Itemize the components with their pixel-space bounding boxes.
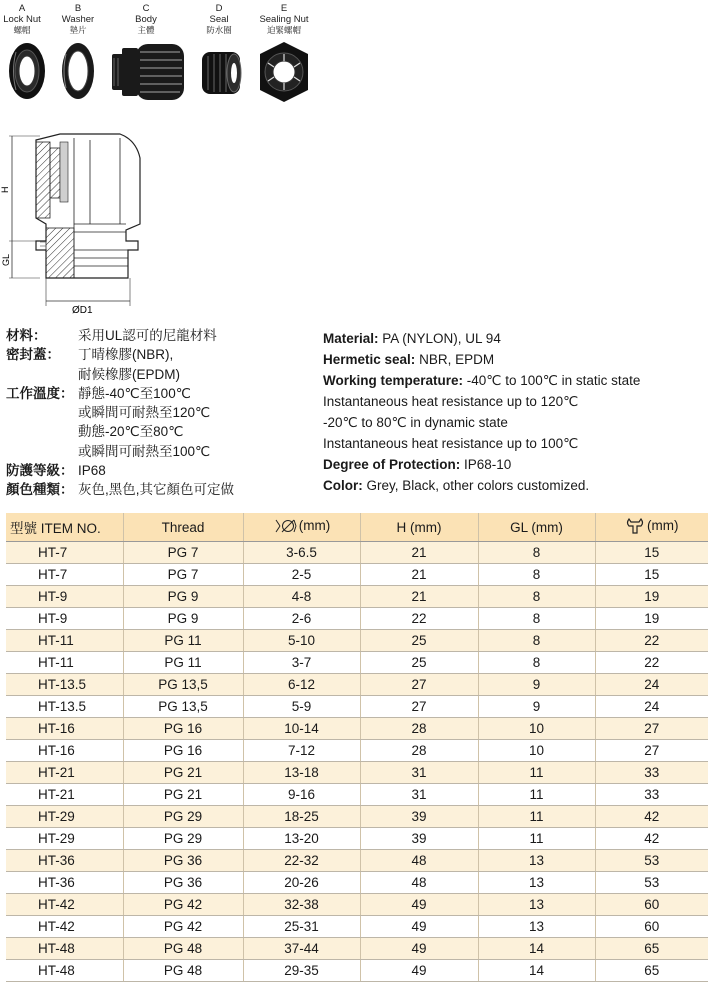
cell-gl: 8	[478, 608, 595, 630]
part-name: Washer	[61, 13, 95, 25]
spec-zh-value	[78, 384, 306, 461]
spec-zh-row	[6, 461, 306, 480]
table-row	[6, 916, 708, 938]
seal-icon	[200, 48, 244, 98]
cell-wrench-size: 33	[595, 784, 708, 806]
cell-item-no: HT-7	[6, 564, 123, 586]
cell-h: 49	[360, 894, 478, 916]
spec-zh-row	[6, 480, 306, 499]
cell-item-no: HT-48	[6, 960, 123, 982]
table-row	[6, 718, 708, 740]
cell-thread: PG 7	[123, 542, 243, 564]
cell-gl: 8	[478, 652, 595, 674]
spec-en-line	[323, 328, 713, 349]
cell-wrench-size: 27	[595, 718, 708, 740]
cell-gl: 13	[478, 916, 595, 938]
cell-gl: 8	[478, 630, 595, 652]
table-row	[6, 784, 708, 806]
header-gl: GL (mm)	[478, 513, 595, 542]
cell-h: 28	[360, 740, 478, 762]
cell-h: 49	[360, 938, 478, 960]
cell-thread: PG 48	[123, 960, 243, 982]
cell-cable-range: 25-31	[243, 916, 360, 938]
spec-en-line	[323, 391, 713, 412]
part-name: Body	[135, 13, 157, 25]
spec-zh-value	[78, 480, 306, 499]
table-body	[6, 542, 708, 982]
spec-zh-row	[6, 326, 306, 345]
part-label-b	[56, 4, 100, 36]
cell-thread: PG 48	[123, 938, 243, 960]
spec-zh-key: 顏色種類：	[6, 482, 74, 498]
cell-cable-range: 10-14	[243, 718, 360, 740]
spec-zh-value	[78, 326, 306, 345]
cell-cable-range: 13-18	[243, 762, 360, 784]
spec-zh-key: 密封蓋：	[6, 347, 60, 363]
part-zh: 主體	[137, 25, 155, 35]
table-row	[6, 542, 708, 564]
table-row	[6, 850, 708, 872]
spec-en-value: -40℃ to 100℃ in static state	[463, 373, 641, 388]
cell-h: 49	[360, 916, 478, 938]
cross-section-drawing	[0, 128, 160, 318]
spec-en-value: Grey, Black, other colors customized.	[362, 478, 590, 493]
cell-gl: 13	[478, 894, 595, 916]
part-name: Lock Nut	[3, 13, 41, 25]
part-letter: E	[280, 3, 288, 14]
cell-wrench-size: 42	[595, 806, 708, 828]
part-letter: C	[142, 3, 150, 14]
spec-en-key: Degree of Protection:	[323, 457, 461, 472]
sealing-nut-icon	[256, 40, 312, 104]
part-name: Seal	[209, 13, 229, 25]
cell-wrench-size: 27	[595, 740, 708, 762]
spec-en-line	[323, 454, 713, 475]
table-row	[6, 806, 708, 828]
cell-thread: PG 36	[123, 872, 243, 894]
part-zh: 防水圈	[206, 25, 232, 35]
cell-cable-range: 5-9	[243, 696, 360, 718]
spec-zh-value	[78, 461, 306, 480]
cell-thread: PG 13,5	[123, 674, 243, 696]
cell-thread: PG 42	[123, 894, 243, 916]
cell-gl: 9	[478, 674, 595, 696]
spec-zh-row	[6, 345, 306, 384]
spec-zh-line: 丁晴橡膠(NBR),	[78, 347, 174, 363]
cell-item-no: HT-21	[6, 784, 123, 806]
label-gl: GL	[1, 253, 11, 266]
spec-en-value: Instantaneous heat resistance up to 120℃	[323, 394, 579, 409]
spec-en-value: NBR, EPDM	[415, 352, 495, 367]
spec-zh-line: 耐候橡膠(EPDM)	[78, 366, 180, 382]
spec-en-line	[323, 412, 713, 433]
part-zh: 迫緊螺帽	[266, 25, 301, 35]
header-wrench	[595, 513, 708, 542]
cell-cable-range: 5-10	[243, 630, 360, 652]
part-letter: A	[18, 3, 26, 14]
cell-h: 27	[360, 696, 478, 718]
cell-h: 25	[360, 652, 478, 674]
cell-thread: PG 13,5	[123, 696, 243, 718]
cell-thread: PG 9	[123, 586, 243, 608]
cell-gl: 10	[478, 718, 595, 740]
cell-item-no: HT-9	[6, 608, 123, 630]
cell-h: 28	[360, 718, 478, 740]
cell-gl: 8	[478, 542, 595, 564]
cell-thread: PG 11	[123, 652, 243, 674]
spec-en-key: Material:	[323, 331, 379, 346]
cell-item-no: HT-48	[6, 938, 123, 960]
cell-item-no: HT-36	[6, 850, 123, 872]
cell-thread: PG 16	[123, 740, 243, 762]
header-h: H (mm)	[360, 513, 478, 542]
cell-thread: PG 9	[123, 608, 243, 630]
cell-wrench-size: 42	[595, 828, 708, 850]
cell-gl: 11	[478, 828, 595, 850]
table-row	[6, 960, 708, 982]
table-row	[6, 762, 708, 784]
cell-gl: 14	[478, 960, 595, 982]
cell-cable-range: 2-5	[243, 564, 360, 586]
cell-wrench-size: 65	[595, 938, 708, 960]
cell-gl: 8	[478, 564, 595, 586]
table-row	[6, 564, 708, 586]
cell-item-no: HT-29	[6, 806, 123, 828]
cell-cable-range: 3-7	[243, 652, 360, 674]
cell-h: 21	[360, 586, 478, 608]
part-label-e	[254, 4, 314, 36]
table-row	[6, 696, 708, 718]
cell-h: 27	[360, 674, 478, 696]
cell-cable-range: 7-12	[243, 740, 360, 762]
cell-h: 25	[360, 630, 478, 652]
cell-thread: PG 42	[123, 916, 243, 938]
label-h: H	[0, 186, 10, 193]
lock-nut-icon	[7, 40, 47, 102]
table-row	[6, 674, 708, 696]
header-cable-range	[243, 513, 360, 542]
spec-zh-line: 動態-20℃至80℃	[78, 424, 184, 440]
cell-item-no: HT-16	[6, 718, 123, 740]
cell-thread: PG 11	[123, 630, 243, 652]
table-row	[6, 740, 708, 762]
cell-h: 31	[360, 784, 478, 806]
spec-zh-row	[6, 384, 306, 461]
table-row	[6, 608, 708, 630]
label-d1: ØD1	[72, 305, 93, 316]
part-zh: 墊片	[69, 25, 87, 35]
cell-cable-range: 3-6.5	[243, 542, 360, 564]
cell-wrench-size: 24	[595, 674, 708, 696]
cell-wrench-size: 53	[595, 872, 708, 894]
cell-h: 49	[360, 960, 478, 982]
cell-wrench-size: 60	[595, 916, 708, 938]
cell-wrench-size: 15	[595, 542, 708, 564]
cell-gl: 11	[478, 762, 595, 784]
part-zh: 螺帽	[13, 25, 31, 35]
cell-wrench-size: 60	[595, 894, 708, 916]
washer-icon	[60, 40, 96, 102]
spec-en-key: Color:	[323, 478, 363, 493]
cell-item-no: HT-9	[6, 586, 123, 608]
cell-cable-range: 20-26	[243, 872, 360, 894]
cell-wrench-size: 65	[595, 960, 708, 982]
cell-gl: 11	[478, 784, 595, 806]
cell-gl: 13	[478, 850, 595, 872]
spec-chinese	[6, 326, 306, 500]
part-label-d	[197, 4, 241, 36]
table-row	[6, 872, 708, 894]
spec-zh-line: 采用UL認可的尼龍材料	[78, 328, 217, 343]
spec-zh-value	[78, 345, 306, 384]
spec-zh-line: 灰色,黑色,其它顏色可定做	[78, 482, 235, 498]
cell-h: 21	[360, 542, 478, 564]
cell-thread: PG 16	[123, 718, 243, 740]
cell-cable-range: 13-20	[243, 828, 360, 850]
spec-zh-line: 靜態-40℃至100℃	[78, 385, 191, 401]
cell-cable-range: 6-12	[243, 674, 360, 696]
table-row	[6, 586, 708, 608]
spec-en-value: -20℃ to 80℃ in dynamic state	[323, 415, 508, 430]
cell-thread: PG 21	[123, 762, 243, 784]
cell-cable-range: 32-38	[243, 894, 360, 916]
header-cable-range-label: (mm)	[298, 518, 331, 533]
cell-item-no: HT-7	[6, 542, 123, 564]
cell-h: 48	[360, 872, 478, 894]
cell-cable-range: 9-16	[243, 784, 360, 806]
spec-en-line	[323, 433, 713, 454]
cell-h: 21	[360, 564, 478, 586]
cell-item-no: HT-11	[6, 630, 123, 652]
cell-h: 48	[360, 850, 478, 872]
cell-item-no: HT-42	[6, 894, 123, 916]
cell-item-no: HT-36	[6, 872, 123, 894]
cell-cable-range: 37-44	[243, 938, 360, 960]
part-label-a	[0, 4, 44, 36]
cell-h: 39	[360, 806, 478, 828]
cell-h: 22	[360, 608, 478, 630]
cell-item-no: HT-21	[6, 762, 123, 784]
spec-en-line	[323, 370, 713, 391]
spec-zh-key: 材料：	[6, 328, 47, 343]
cell-cable-range: 22-32	[243, 850, 360, 872]
cell-gl: 13	[478, 872, 595, 894]
cell-item-no: HT-11	[6, 652, 123, 674]
spec-zh-key: 防護等級：	[6, 463, 74, 479]
table-row	[6, 828, 708, 850]
cell-item-no: HT-42	[6, 916, 123, 938]
cell-item-no: HT-29	[6, 828, 123, 850]
table-row	[6, 938, 708, 960]
spec-zh-key: 工作溫度：	[6, 385, 74, 401]
spec-en-value: PA (NYLON), UL 94	[378, 331, 501, 346]
cell-wrench-size: 22	[595, 630, 708, 652]
cell-wrench-size: 19	[595, 586, 708, 608]
cell-thread: PG 21	[123, 784, 243, 806]
spec-english	[323, 328, 713, 496]
cell-thread: PG 36	[123, 850, 243, 872]
part-letter: B	[74, 3, 82, 14]
cell-cable-range: 29-35	[243, 960, 360, 982]
part-letter: D	[215, 3, 223, 14]
cell-wrench-size: 22	[595, 652, 708, 674]
header-wrench-label: (mm)	[647, 518, 679, 533]
cell-item-no: HT-16	[6, 740, 123, 762]
part-name: Sealing Nut	[259, 13, 309, 25]
cell-gl: 8	[478, 586, 595, 608]
cell-gl: 11	[478, 806, 595, 828]
cell-item-no: HT-13.5	[6, 696, 123, 718]
cell-cable-range: 18-25	[243, 806, 360, 828]
cell-h: 39	[360, 828, 478, 850]
cell-wrench-size: 24	[595, 696, 708, 718]
cell-wrench-size: 53	[595, 850, 708, 872]
cell-gl: 14	[478, 938, 595, 960]
cell-thread: PG 7	[123, 564, 243, 586]
cell-wrench-size: 15	[595, 564, 708, 586]
spec-zh-line: 或瞬間可耐熱至120℃	[78, 405, 211, 421]
spec-en-key: Hermetic seal:	[323, 352, 416, 367]
table-row	[6, 894, 708, 916]
cell-cable-range: 2-6	[243, 608, 360, 630]
cell-thread: PG 29	[123, 828, 243, 850]
wrench-icon	[625, 517, 645, 535]
parts-exploded-view	[0, 4, 340, 114]
cable-range-icon	[273, 518, 297, 534]
body-icon	[110, 40, 190, 104]
spec-zh-line: 或瞬間可耐熱至100℃	[78, 443, 211, 459]
spec-table	[6, 513, 708, 982]
table-row	[6, 630, 708, 652]
header-thread: Thread	[123, 513, 243, 542]
cell-h: 31	[360, 762, 478, 784]
cell-item-no: HT-13.5	[6, 674, 123, 696]
spec-en-line	[323, 349, 713, 370]
spec-en-key: Working temperature:	[323, 373, 464, 388]
cell-wrench-size: 33	[595, 762, 708, 784]
cell-gl: 10	[478, 740, 595, 762]
spec-en-line	[323, 475, 713, 496]
spec-zh-line: IP68	[78, 463, 106, 479]
table-row	[6, 652, 708, 674]
table-header-row	[6, 513, 708, 542]
cell-thread: PG 29	[123, 806, 243, 828]
section-svg	[0, 128, 160, 318]
cell-cable-range: 4-8	[243, 586, 360, 608]
part-label-c	[124, 4, 168, 36]
header-item-no: 型號 ITEM NO.	[6, 513, 123, 542]
cell-gl: 9	[478, 696, 595, 718]
cell-wrench-size: 19	[595, 608, 708, 630]
spec-en-value: IP68-10	[460, 457, 512, 472]
spec-en-value: Instantaneous heat resistance up to 100℃	[323, 436, 579, 451]
